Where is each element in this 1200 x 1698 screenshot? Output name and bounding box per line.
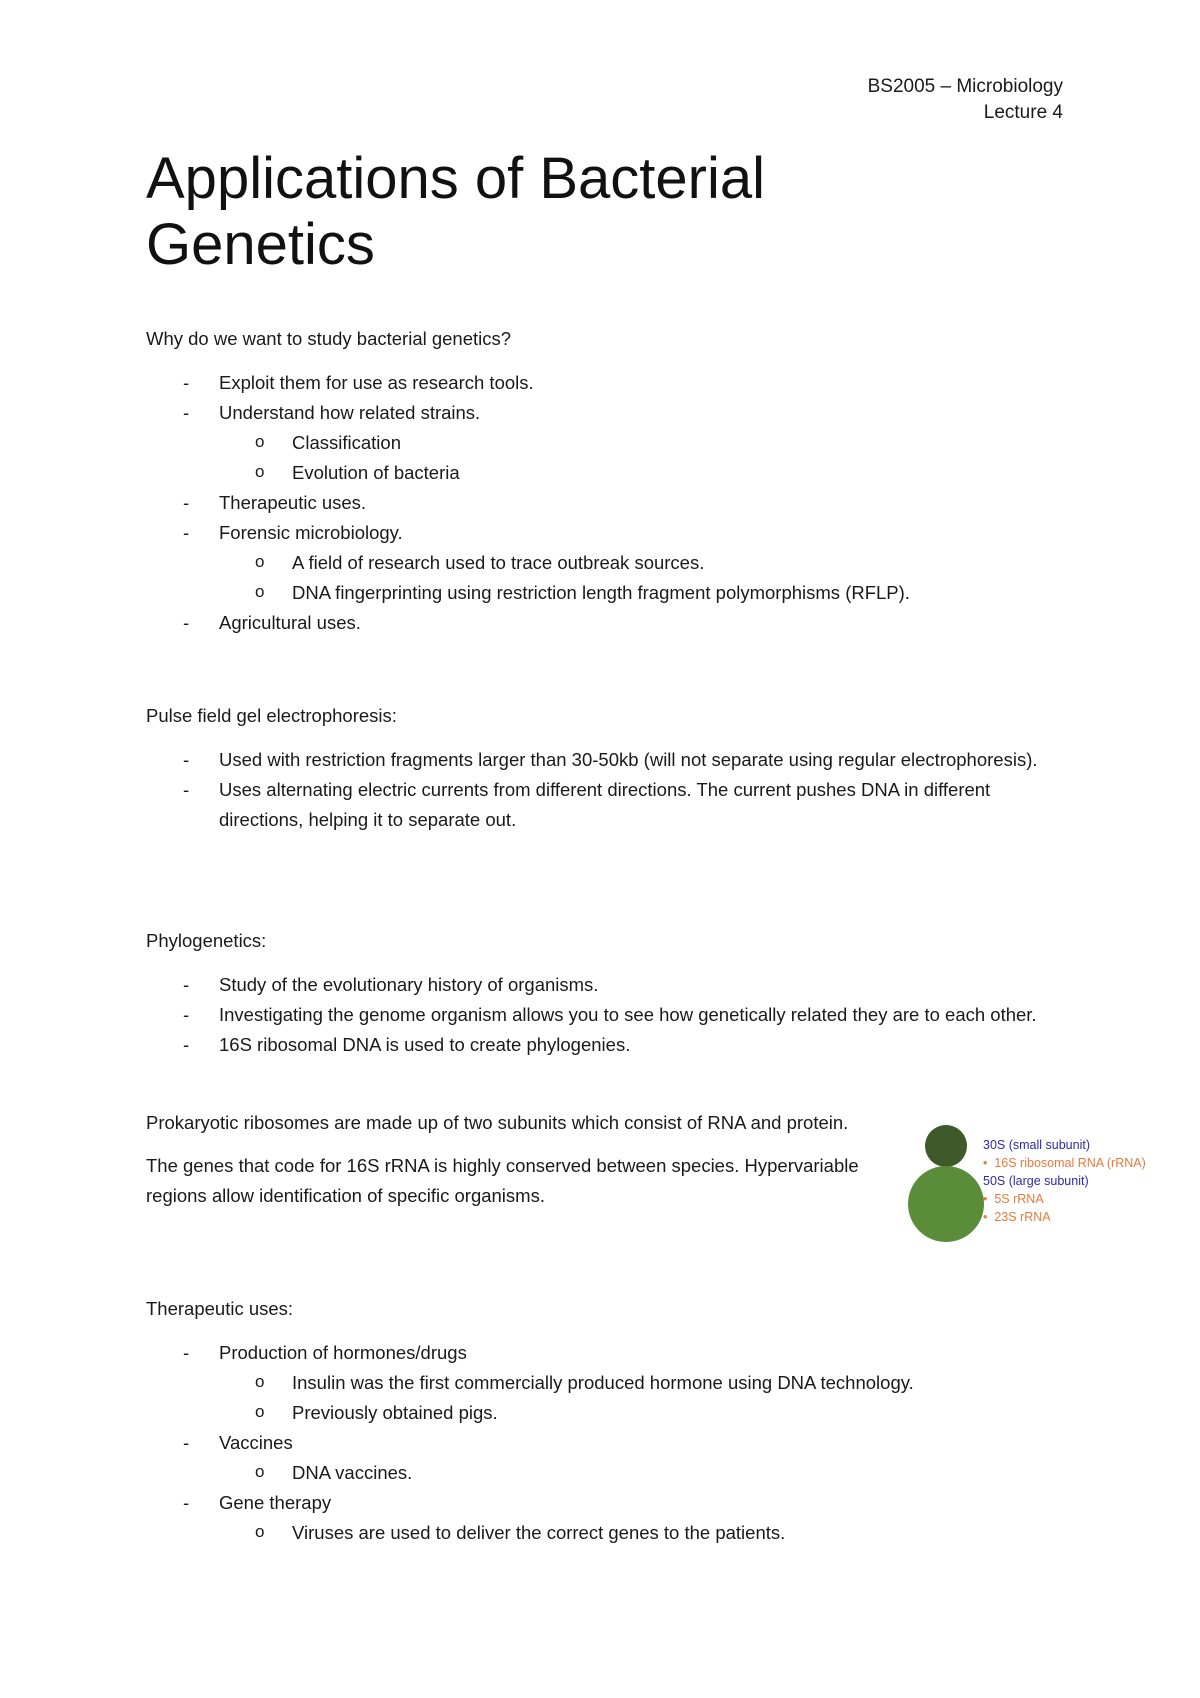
section-heading: Therapeutic uses: [146,1298,294,1319]
list-item: - Exploit them for use as research tools. [183,372,534,393]
sub-list-item: o Evolution of bacteria [255,462,460,483]
sub-list-item: o DNA vaccines. [255,1462,413,1483]
lecture-number: Lecture 4 [983,102,1063,123]
large-subunit-circle [908,1166,984,1242]
legend-item: • 5S rRNA [983,1192,1044,1206]
list-item: - Vaccines o DNA vaccines. [146,1428,1046,1488]
page-header [868,74,1063,126]
list-item: - Agricultural uses. [183,612,361,633]
section-heading: Why do we want to study bacterial genetics? [146,328,512,349]
sub-list-item: o DNA fingerprinting using restriction length fragment polymorphisms (RFLP). [255,582,910,603]
sub-list-item: o Viruses are used to deliver the correct genes to the patients. [255,1522,786,1543]
sub-list [219,1458,1046,1488]
list-item: - Understand how related strains. o Classification o Evolution of bacteria [146,398,1046,488]
list-item: - Gene therapy o Viruses are used to deliver the correct genes to the patients. [146,1488,1046,1548]
bullet-list [146,1338,1046,1548]
bullet-list [146,368,1046,638]
bullet-list [146,970,1046,1060]
paragraph: Prokaryotic ribosomes are made up of two subunits which consist of RNA and protein. [146,1112,849,1133]
sub-list [219,1518,1046,1548]
list-item: - Production of hormones/drugs o Insulin was the first commercially produced hormone using DNA technology. o Previously obtained pigs. [146,1338,1046,1428]
sub-list-item: o Classification [255,432,401,453]
legend-large-subunit: 50S (large subunit) [983,1174,1089,1188]
bullet-list [146,745,1046,835]
sub-list-item: o Previously obtained pigs. [255,1402,498,1423]
legend-small-subunit: 30S (small subunit) [983,1138,1090,1152]
document-title: Applications of Bacterial Genetics [146,146,765,277]
legend-item: • 16S ribosomal RNA (rRNA) [983,1156,1146,1170]
small-subunit-circle [925,1125,967,1167]
section-heading: Phylogenetics: [146,930,267,951]
ribosome-legend [983,1136,1146,1226]
list-item: - Used with restriction fragments larger than 30-50kb (will not separate using regular electrophoresis). [183,749,1038,770]
section-pulse-field [146,701,1046,835]
list-item: - Investigating the genome organism allows you to see how genetically related they are to each other. [183,1004,1037,1025]
sub-list [219,1368,1046,1428]
ribosome-paragraphs [146,1108,866,1224]
list-item: - 16S ribosomal DNA is used to create phylogenies. [183,1034,631,1055]
list-item: - Study of the evolutionary history of organisms. [183,974,599,995]
section-heading: Pulse field gel electrophoresis: [146,705,397,726]
sub-list [219,428,1046,488]
sub-list-item: o Insulin was the first commercially produced hormone using DNA technology. [255,1372,914,1393]
list-item: - Forensic microbiology. o A field of research used to trace outbreak sources. o DNA fingerprinting using restriction length fragment polymorphisms (RFLP). [146,518,1046,608]
section-why [146,324,1046,638]
list-item: - Therapeutic uses. [183,492,367,513]
paragraph: The genes that code for 16S rRNA is highly conserved between species. Hypervariable regions allow identification of specific organisms. [146,1155,859,1206]
list-item: - Uses alternating electric currents from different directions. The current pushes DNA in different directions, helping it to separate out. [183,779,991,830]
sub-list-item: o A field of research used to trace outbreak sources. [255,552,705,573]
legend-item: • 23S rRNA [983,1210,1051,1224]
section-phylogenetics [146,926,1046,1060]
section-therapeutic [146,1294,1046,1548]
course-code: BS2005 – Microbiology [867,76,1063,97]
sub-list [219,548,1046,608]
